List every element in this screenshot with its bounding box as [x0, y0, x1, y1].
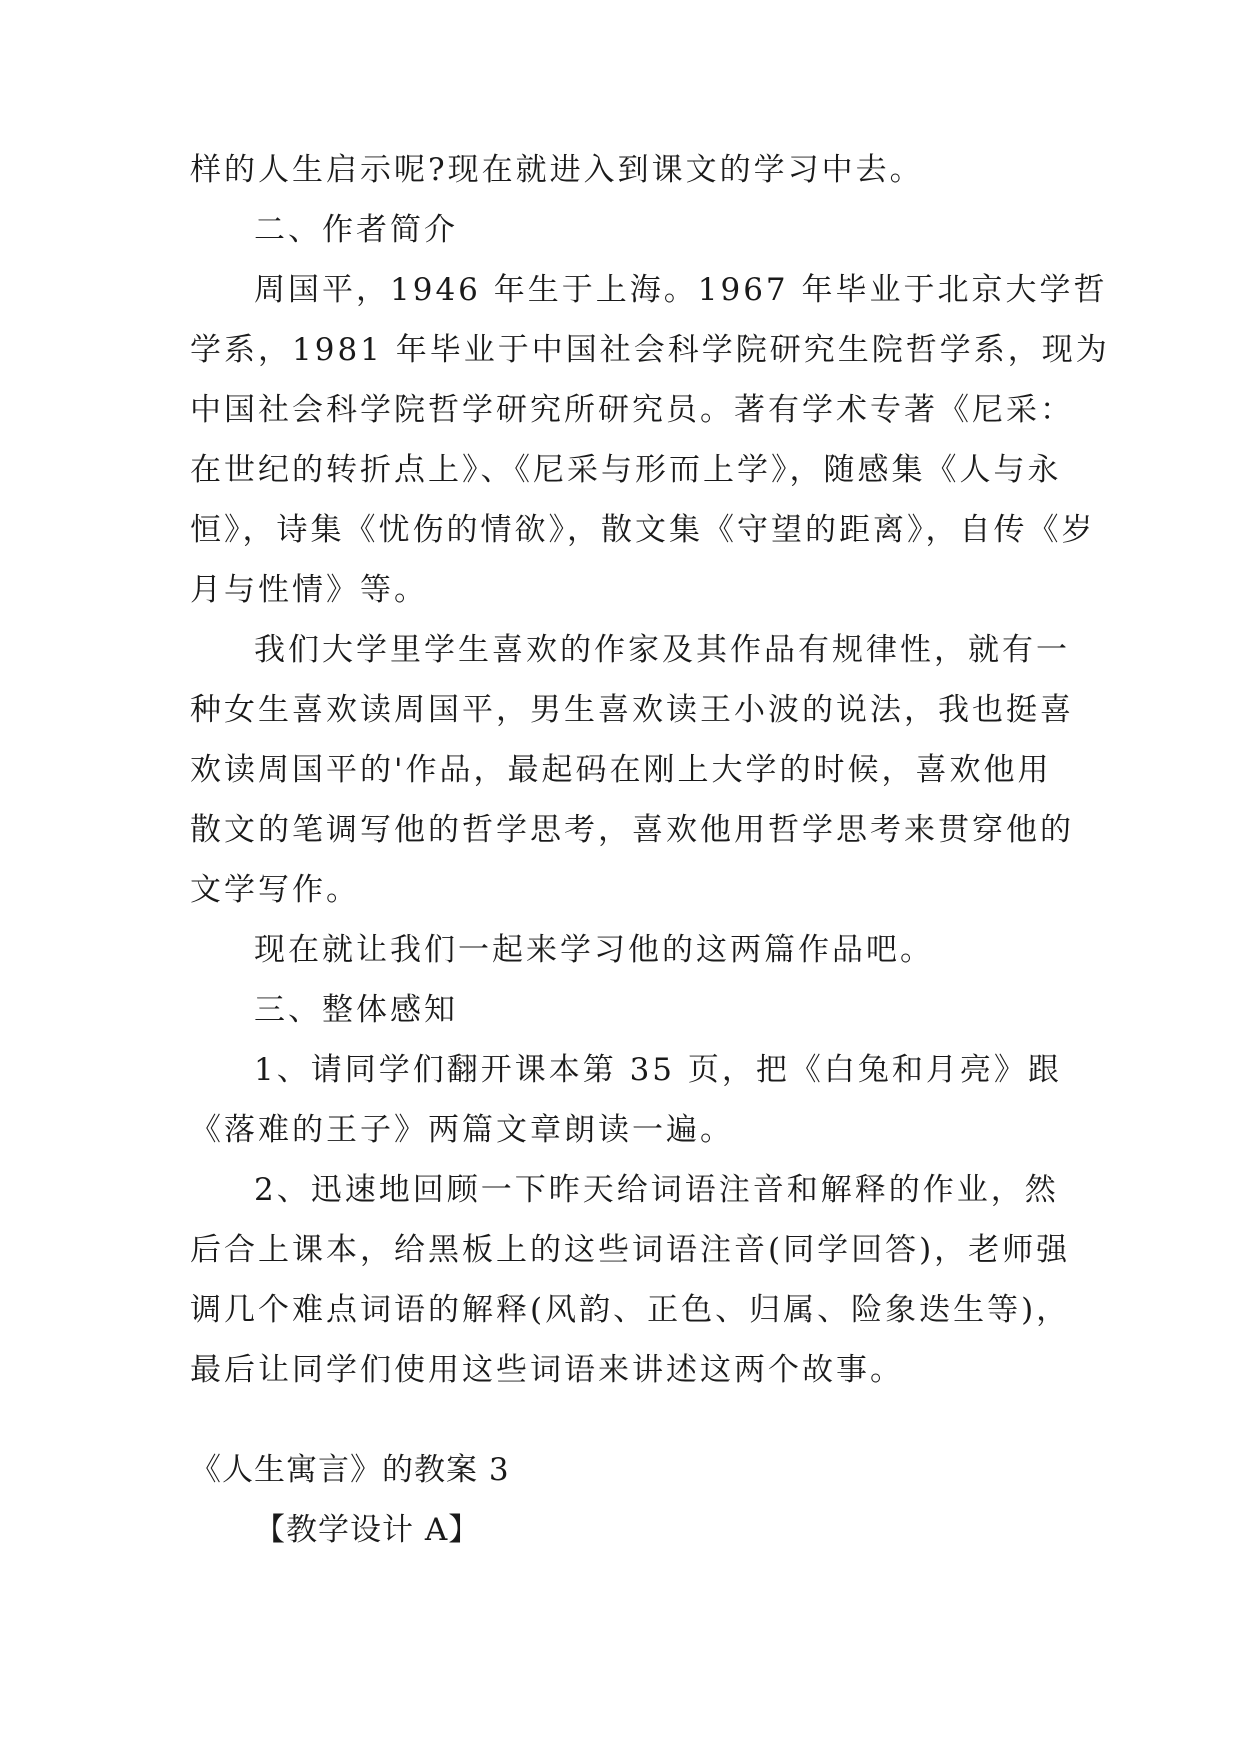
- paragraph-line: 欢读周国平的'作品，最起码在刚上大学的时候，喜欢他用: [190, 752, 1052, 788]
- paragraph-line: 种女生喜欢读周国平，男生喜欢读王小波的说法，我也挺喜: [190, 692, 1074, 728]
- paragraph-line: 最后让同学们使用这些词语来讲述这两个故事。: [190, 1352, 904, 1388]
- paragraph-line: 中国社会科学院哲学研究所研究员。著有学术专著《尼采：: [190, 392, 1074, 428]
- section-heading-author: 二、作者简介: [254, 212, 458, 248]
- paragraph-line: 周国平，1946 年生于上海。1967 年毕业于北京大学哲: [254, 272, 1108, 308]
- paragraph-line: 现在就让我们一起来学习他的这两篇作品吧。: [254, 932, 934, 968]
- section-heading-overview: 三、整体感知: [254, 992, 458, 1028]
- paragraph-line: 文学写作。: [190, 872, 360, 908]
- paragraph-line: 恒》，诗集《忧伤的情欲》，散文集《守望的距离》，自传《岁: [190, 512, 1096, 548]
- paragraph-line: 2、迅速地回顾一下昨天给词语注音和解释的作业，然: [254, 1172, 1059, 1208]
- paragraph-line: 《落难的王子》两篇文章朗读一遍。: [190, 1112, 734, 1148]
- paragraph-line: 散文的笔调写他的哲学思考，喜欢他用哲学思考来贯穿他的: [190, 812, 1074, 848]
- document-title: 《人生寓言》的教案 3: [190, 1452, 510, 1488]
- paragraph-line: 样的人生启示呢?现在就进入到课文的学习中去。: [190, 152, 924, 188]
- paragraph-line: 后合上课本，给黑板上的这些词语注音(同学回答)，老师强: [190, 1232, 1071, 1268]
- paragraph-line: 在世纪的转折点上》、《尼采与形而上学》，随感集《人与永: [190, 452, 1062, 488]
- paragraph-line: 学系，1981 年毕业于中国社会科学院研究生院哲学系，现为: [190, 332, 1110, 368]
- paragraph-line: 月与性情》等。: [190, 572, 428, 608]
- paragraph-line: 1、请同学们翻开课本第 35 页，把《白兔和月亮》跟: [254, 1052, 1062, 1088]
- paragraph-line: 调几个难点词语的解释(风韵、正色、归属、险象迭生等)，: [190, 1292, 1071, 1328]
- paragraph-line: 我们大学里学生喜欢的作家及其作品有规律性，就有一: [254, 632, 1070, 668]
- subheading-design-a: 【教学设计 A】: [254, 1512, 481, 1548]
